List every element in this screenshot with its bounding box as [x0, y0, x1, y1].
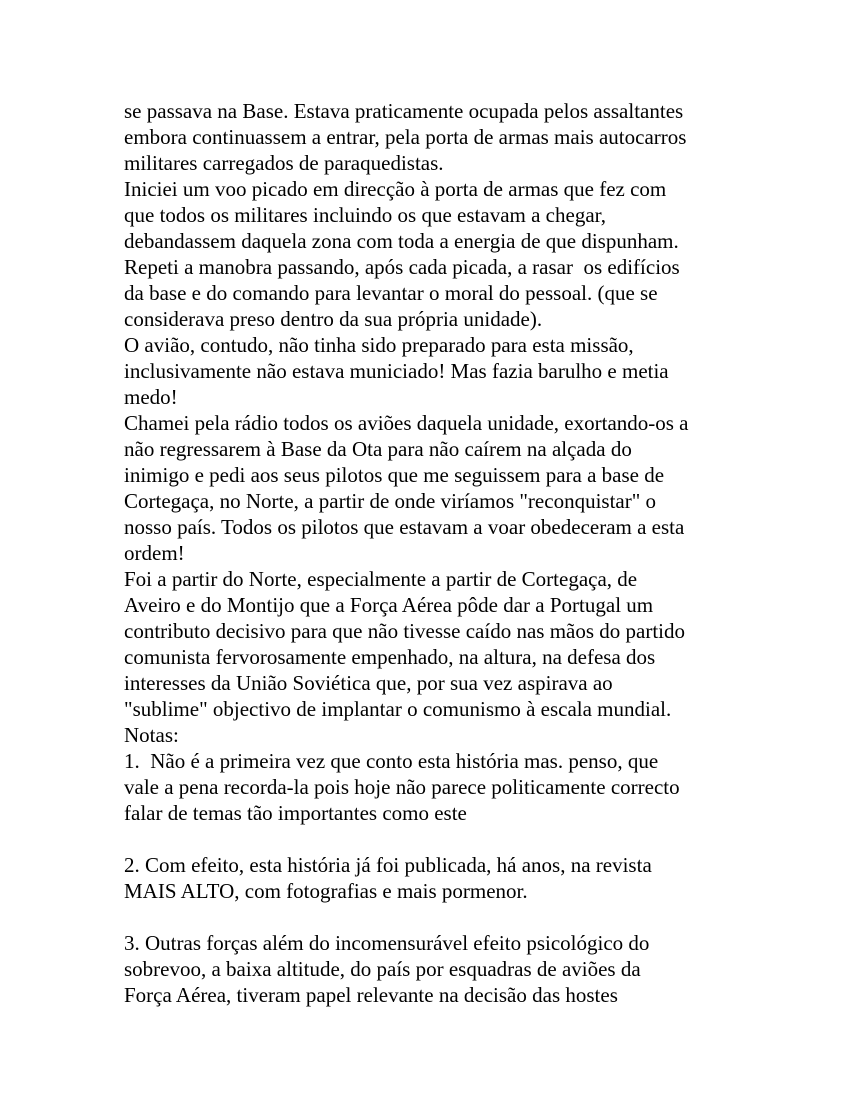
text-line: contributo decisivo para que não tivesse caído nas mãos do partido: [124, 619, 686, 643]
text-line: embora continuassem a entrar, pela porta de armas mais autocarros: [124, 125, 687, 149]
text-line: Repeti a manobra passando, após cada picada, a rasar os edifícios: [124, 255, 680, 279]
note-2-line: 2. Com efeito, esta história já foi publicada, há anos, na revista: [124, 853, 652, 877]
text-line: se passava na Base. Estava praticamente ocupada pelos assaltantes: [124, 99, 684, 123]
note-3-line: sobrevoo, a baixa altitude, do país por esquadras de aviões da: [124, 957, 641, 981]
text-line: considerava preso dentro da sua própria unidade).: [124, 307, 543, 331]
text-line: Foi a partir do Norte, especialmente a partir de Cortegaça, de: [124, 567, 638, 591]
text-line: debandassem daquela zona com toda a energia de que dispunham.: [124, 229, 679, 253]
text-line: medo!: [124, 385, 178, 409]
note-1-line: 1. Não é a primeira vez que conto esta história mas. penso, que: [124, 749, 659, 773]
text-line: Cortegaça, no Norte, a partir de onde viríamos "reconquistar" o: [124, 489, 657, 513]
text-line: ordem!: [124, 541, 185, 565]
note-3-line: Força Aérea, tiveram papel relevante na decisão das hostes: [124, 983, 618, 1007]
note-2-line: MAIS ALTO, com fotografias e mais pormenor.: [124, 879, 528, 903]
blank-line: [124, 904, 764, 930]
text-line: que todos os militares incluindo os que estavam a chegar,: [124, 203, 607, 227]
text-line: Iniciei um voo picado em direcção à porta de armas que fez com: [124, 177, 667, 201]
text-line: da base e do comando para levantar o moral do pessoal. (que se: [124, 281, 658, 305]
text-line: "sublime" objectivo de implantar o comunismo à escala mundial.: [124, 697, 672, 721]
text-line: nosso país. Todos os pilotos que estavam a voar obedeceram a esta: [124, 515, 685, 539]
notes-heading: Notas:: [124, 723, 179, 747]
blank-line: [124, 826, 764, 852]
note-1-line: vale a pena recorda-la pois hoje não parece politicamente correcto: [124, 775, 680, 799]
note-3-line: 3. Outras forças além do incomensurável efeito psicológico do: [124, 931, 650, 955]
text-line: O avião, contudo, não tinha sido preparado para esta missão,: [124, 333, 634, 357]
text-line: Aveiro e do Montijo que a Força Aérea pôde dar a Portugal um: [124, 593, 654, 617]
text-line: comunista fervorosamente empenhado, na altura, na defesa dos: [124, 645, 656, 669]
text-line: interesses da União Soviética que, por sua vez aspirava ao: [124, 671, 613, 695]
text-line: militares carregados de paraquedistas.: [124, 151, 444, 175]
note-1-line: falar de temas tão importantes como este: [124, 801, 467, 825]
text-line: inclusivamente não estava municiado! Mas fazia barulho e metia: [124, 359, 669, 383]
document-page: [124, 98, 764, 1008]
text-line: Chamei pela rádio todos os aviões daquela unidade, exortando-os a: [124, 411, 689, 435]
text-line: não regressarem à Base da Ota para não caírem na alçada do: [124, 437, 632, 461]
text-line: inimigo e pedi aos seus pilotos que me seguissem para a base de: [124, 463, 665, 487]
